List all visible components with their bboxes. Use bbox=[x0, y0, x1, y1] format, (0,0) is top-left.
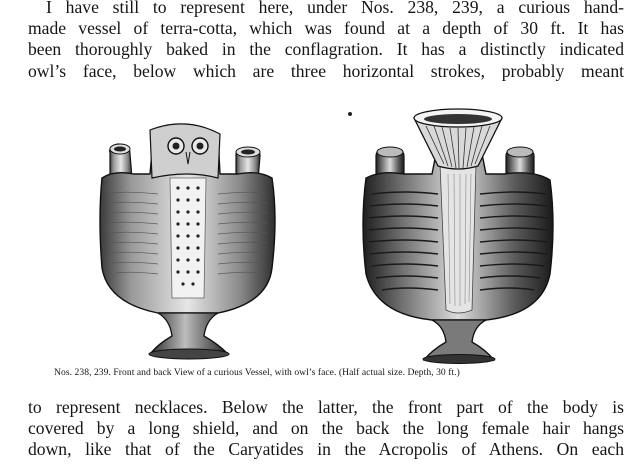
paragraph-top bbox=[28, 0, 624, 82]
text-line: I have still to represent here, under Nos. 238, 239, a curious hand- bbox=[46, 0, 624, 17]
owl-vase-back-icon bbox=[354, 104, 564, 364]
vessel-back-figure bbox=[354, 104, 564, 364]
text-line: made vessel of terra-cotta, which was found at a depth of 30 ft. It has bbox=[28, 18, 624, 39]
owl-vase-front-icon bbox=[88, 108, 288, 363]
text-line: down, like that of the Caryatides in the Acropolis of Athens. On each bbox=[28, 439, 624, 460]
text-line: been thoroughly baked in the conflagration. It has a distinctly indicated bbox=[28, 39, 624, 60]
text-line: covered by a long shield, and on the back the long female hair hangs bbox=[28, 418, 624, 439]
text-line: to represent necklaces. Below the latter, the front part of the body is bbox=[28, 397, 624, 417]
vessel-front-figure bbox=[88, 108, 288, 363]
figure-caption: Nos. 238, 239. Front and back View of a curious Vessel, with owl’s face. (Half actual size. Depth, 30 ft.) bbox=[54, 367, 460, 378]
paragraph-bottom bbox=[28, 397, 624, 461]
text-line: owl’s face, below which are three horizontal strokes, probably meant bbox=[28, 60, 624, 81]
ink-speck bbox=[348, 112, 352, 116]
